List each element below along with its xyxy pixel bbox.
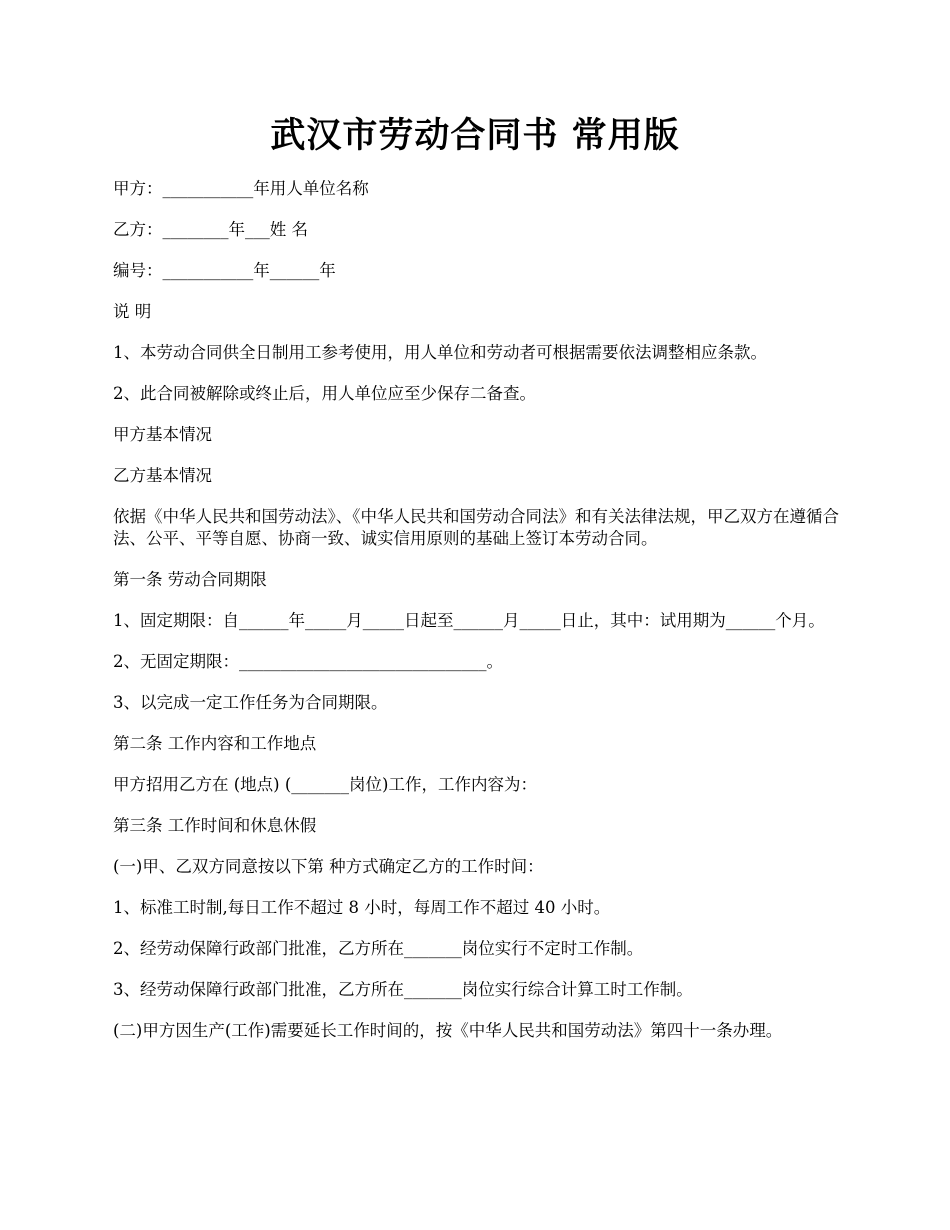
document-body — [113, 178, 843, 1061]
instruction-item-2: 2、此合同被解除或终止后，用人单位应至少保存二备查。 — [113, 384, 536, 403]
article-3-heading: 第三条 工作时间和休息休假 — [113, 816, 317, 835]
article-1-item-3: 3、以完成一定工作任务为合同期限。 — [113, 693, 388, 712]
article-3-item-2: 2、经劳动保障行政部门批准，乙方所在_______岗位实行不定时工作制。 — [113, 939, 644, 958]
instructions-heading: 说 明 — [113, 302, 152, 321]
article-3-section-2: (二)甲方因生产(工作)需要延长工作时间的，按《中华人民共和国劳动法》第四十一条办理。 — [113, 1021, 783, 1040]
article-1-item-2: 2、无固定期限：______________________________。 — [113, 652, 503, 671]
party-a-line: 甲方：___________年用人单位名称 — [113, 179, 369, 198]
article-2-content: 甲方招用乙方在 (地点) (_______岗位)工作，工作内容为： — [113, 775, 537, 794]
article-2-heading: 第二条 工作内容和工作地点 — [113, 734, 317, 753]
contract-number-line: 编号：___________年______年 — [113, 261, 336, 280]
party-b-info-heading: 乙方基本情况 — [113, 466, 212, 485]
article-3-item-1: 1、标准工时制,每日工作不超过 8 小时，每周工作不超过 40 小时。 — [113, 898, 611, 917]
article-1-heading: 第一条 劳动合同期限 — [113, 570, 267, 589]
party-b-line: 乙方：________年___姓 名 — [113, 220, 308, 239]
article-3-item-3: 3、经劳动保障行政部门批准，乙方所在_______岗位实行综合计算工时工作制。 — [113, 980, 693, 999]
article-3-section-1: (一)甲、乙双方同意按以下第 种方式确定乙方的工作时间： — [113, 857, 544, 876]
document-title: 武汉市劳动合同书 常用版 — [270, 115, 680, 156]
party-a-info-heading: 甲方基本情况 — [113, 425, 212, 444]
instruction-item-1: 1、本劳动合同供全日制用工参考使用，用人单位和劳动者可根据需要依法调整相应条款。 — [113, 343, 767, 362]
article-1-item-1: 1、固定期限：自______年_____月_____日起至______月_____日止，其中：试用期为______个月。 — [113, 611, 825, 630]
preamble-paragraph: 依据《中华人民共和国劳动法》、《中华人民共和国劳动合同法》和有关法律法规，甲乙双方在遵循合法、公平、平等自愿、协商一致、诚实信用原则的基础上签订本劳动合同。 — [113, 507, 839, 548]
